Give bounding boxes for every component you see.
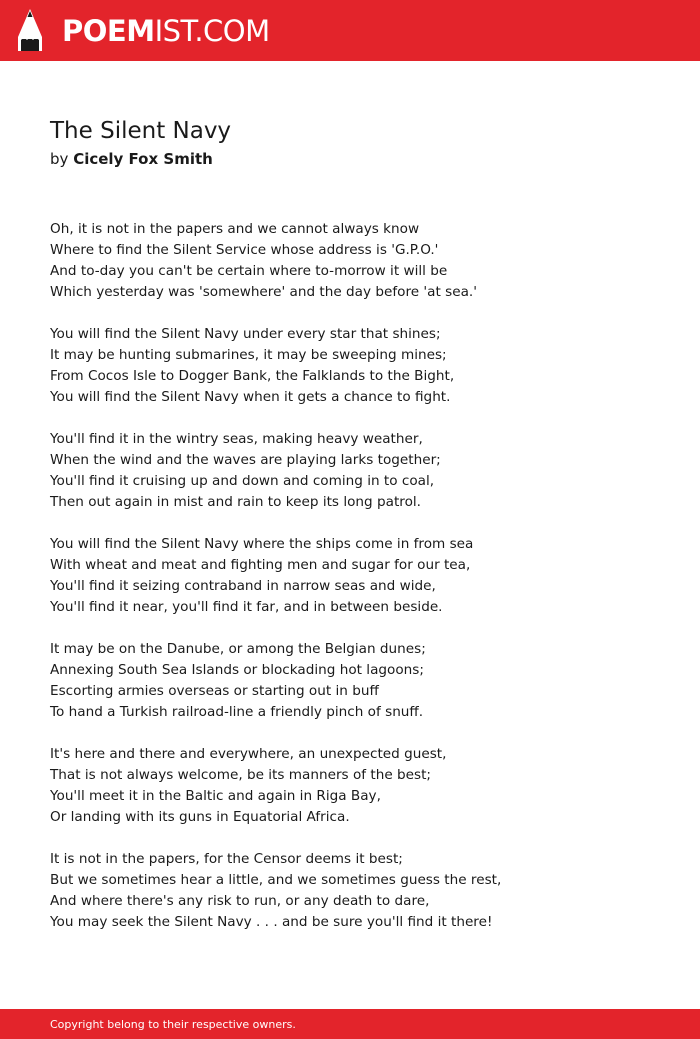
poem-line: From Cocos Isle to Dogger Bank, the Falklands to the Bight, [50,368,455,384]
poem-line: With wheat and meat and fighting men and sugar for our tea, [50,557,471,573]
poem-line: And to-day you can't be certain where to-morrow it will be [50,263,448,279]
stanza [50,849,670,933]
poem-line: It's here and there and everywhere, an unexpected guest, [50,746,447,762]
poem-line: You'll find it in the wintry seas, making heavy weather, [50,431,423,447]
stanza [50,324,670,408]
stanza [50,534,670,618]
poem-line: To hand a Turkish railroad-line a friendly pinch of snuff. [50,704,424,720]
poem-line: You'll find it cruising up and down and coming in to coal, [50,473,435,489]
poem-line: Then out again in mist and rain to keep its long patrol. [50,494,421,510]
poem-line: You will find the Silent Navy when it gets a chance to fight. [50,389,451,405]
poem-line: Which yesterday was 'somewhere' and the day before 'at sea.' [50,284,477,300]
poem-line: You'll meet it in the Baltic and again in Riga Bay, [50,788,381,804]
stanza [50,429,670,513]
copyright-text: Copyright belong to their respective owners. [50,1018,296,1031]
poem-line: Where to find the Silent Service whose address is 'G.P.O.' [50,242,439,258]
by-label: by [50,150,69,168]
poem-body [50,219,670,954]
pencil-icon [18,9,42,51]
poem-line: You'll find it seizing contraband in narrow seas and wide, [50,578,436,594]
poem-line: It may be hunting submarines, it may be sweeping mines; [50,347,447,363]
poem-line: That is not always welcome, be its manners of the best; [50,767,431,783]
site-header [0,0,700,61]
poem-title: The Silent Navy [50,118,232,144]
poem-line: You may seek the Silent Navy . . . and be sure you'll find it there! [50,914,493,930]
stanza [50,744,670,828]
logo-bold-text: POEM [62,14,155,48]
poem-line: It is not in the papers, for the Censor deems it best; [50,851,403,867]
poem-line: You'll find it near, you'll find it far, and in between beside. [50,599,443,615]
site-footer [0,1009,700,1039]
poem-line: It may be on the Danube, or among the Belgian dunes; [50,641,426,657]
stanza [50,219,670,303]
poem-line: You will find the Silent Navy where the ships come in from sea [50,536,474,552]
stanza [50,639,670,723]
poem-line: But we sometimes hear a little, and we sometimes guess the rest, [50,872,502,888]
poem-line: Or landing with its guns in Equatorial Africa. [50,809,350,825]
poem-line: When the wind and the waves are playing larks together; [50,452,441,468]
poem-line: Escorting armies overseas or starting out in buff [50,683,379,699]
byline [50,149,213,169]
site-logo[interactable] [62,11,270,51]
poem-line: And where there's any risk to run, or any death to dare, [50,893,430,909]
logo-light-text: IST.COM [154,14,270,48]
poem-line: Annexing South Sea Islands or blockading hot lagoons; [50,662,424,678]
author-name: Cicely Fox Smith [73,150,213,168]
poem-line: You will find the Silent Navy under every star that shines; [50,326,441,342]
poem-line: Oh, it is not in the papers and we cannot always know [50,221,420,237]
